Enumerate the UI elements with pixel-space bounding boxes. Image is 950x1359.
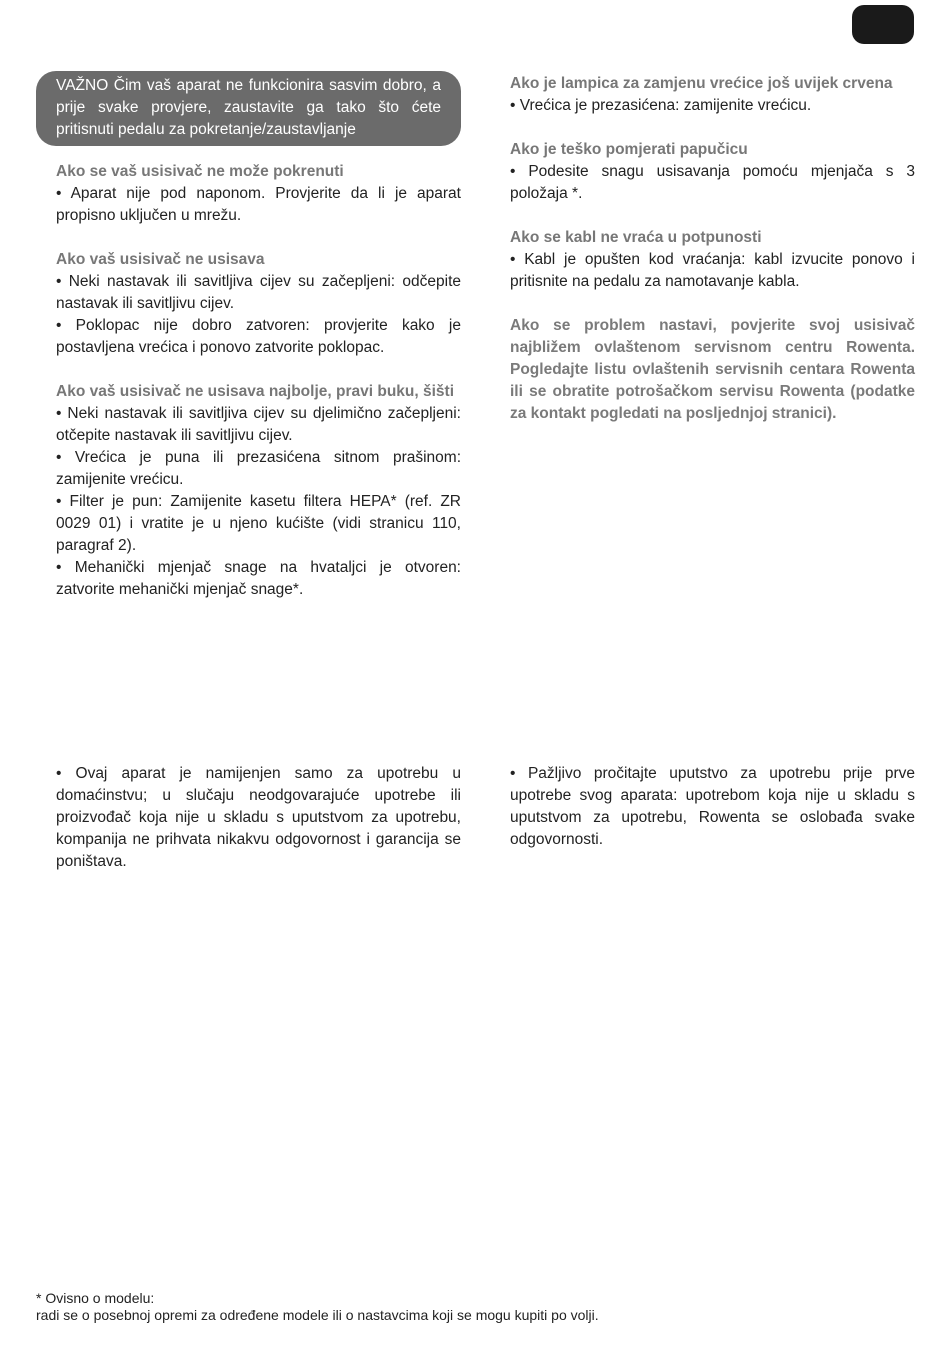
section-item: • Kabl je opušten kod vraćanja: kabl izvucite ponovo i pritisnite na pedalu za namotavanje kabla. [510,251,915,290]
section-bag-light-red [510,73,915,117]
section-item: • Filter je pun: Zamijenite kasetu filtera HEPA* (ref. ZR 0029 01) i vratite je u njeno kućište (vidi stranicu 110, paragraf 2). [56,493,461,554]
footnote [36,1290,896,1324]
section-item: • Neki nastavak ili savitljiva cijev su djelimično začepljeni: otčepite nastavak ili savitljivu cijev. [56,405,461,444]
page-language-tab [852,5,914,44]
right-column [510,73,915,425]
section-item: • Aparat nije pod naponom. Provjerite da li je aparat propisno uključen u mrežu. [56,185,461,224]
service-note: Ako se problem nastavi, povjerite svoj usisivač najbližem ovlaštenom servisnom centru Rowenta. Pogledajte listu ovlaštenih servisnih centara Rowenta ili se obratite potrošačkom servisu Rowenta (podatke za kontakt pogledati na posljednjoj stranici). [510,317,915,422]
section-item: • Vrećica je prezasićena: zamijenite vrećicu. [510,97,812,114]
section-heading: Ako se kabl ne vraća u potpunosti [510,229,762,246]
section-weak-suction-noise [56,381,461,601]
section-heading: Ako je lampica za zamjenu vrećice još uvijek crvena [510,75,893,92]
section-heading: Ako vaš usisivač ne usisava [56,251,265,268]
section-no-suction [56,249,461,359]
section-heading: Ako se vaš usisivač ne može pokrenuti [56,163,344,180]
section-item: • Vrećica je puna ili prezasićena sitnom prašinom: zamijenite vrećicu. [56,449,461,488]
read-instructions-note: • Pažljivo pročitajte uputstvo za upotrebu prije prve upotrebe svog aparata: upotrebom koja nije u skladu s uputstvom za upotrebu, Rowenta se oslobađa svake odgovornosti. [510,765,915,848]
important-notice: VAŽNO Čim vaš aparat ne funkcionira sasvim dobro, a prije svake provjere, zaustavite ga tako što ćete pritisnuti pedalu za pokretanje/zaustavljanje [36,71,461,146]
section-item: • Podesite snagu usisavanja pomoću mjenjača s 3 položaja *. [510,163,915,202]
section-cable-not-retracting [510,227,915,293]
section-cannot-start [56,161,461,227]
section-nozzle-hard-to-move [510,139,915,205]
section-item: • Mehanički mjenjač snage na hvataljci je otvoren: zatvorite mehanički mjenjač snage*. [56,559,461,598]
section-item: • Poklopac nije dobro zatvoren: provjerite kako je postavljena vrećica i ponovo zatvorite poklopac. [56,317,461,356]
footnote-line-2: radi se o posebnoj opremi za određene modele ili o nastavcima koji se mogu kupiti po volji. [36,1307,599,1323]
section-heading: Ako je teško pomjerati papučicu [510,141,748,158]
section-item: • Neki nastavak ili savitljiva cijev su začepljeni: odčepite nastavak ili savitljivu cijev. [56,273,461,312]
left-column [56,161,461,623]
usage-disclaimer: • Ovaj aparat je namijenjen samo za upotrebu u domaćinstvu; u slučaju neodgovarajuće upotrebe ili proizvođač koja nije u skladu s uputstvom za upotrebu, kompanija ne prihvata nikakvu odgovornost i garancija se poništava. [56,765,461,870]
footnote-line-1: * Ovisno o modelu: [36,1290,155,1306]
section-heading: Ako vaš usisivač ne usisava najbolje, pravi buku, šišti [56,383,455,400]
